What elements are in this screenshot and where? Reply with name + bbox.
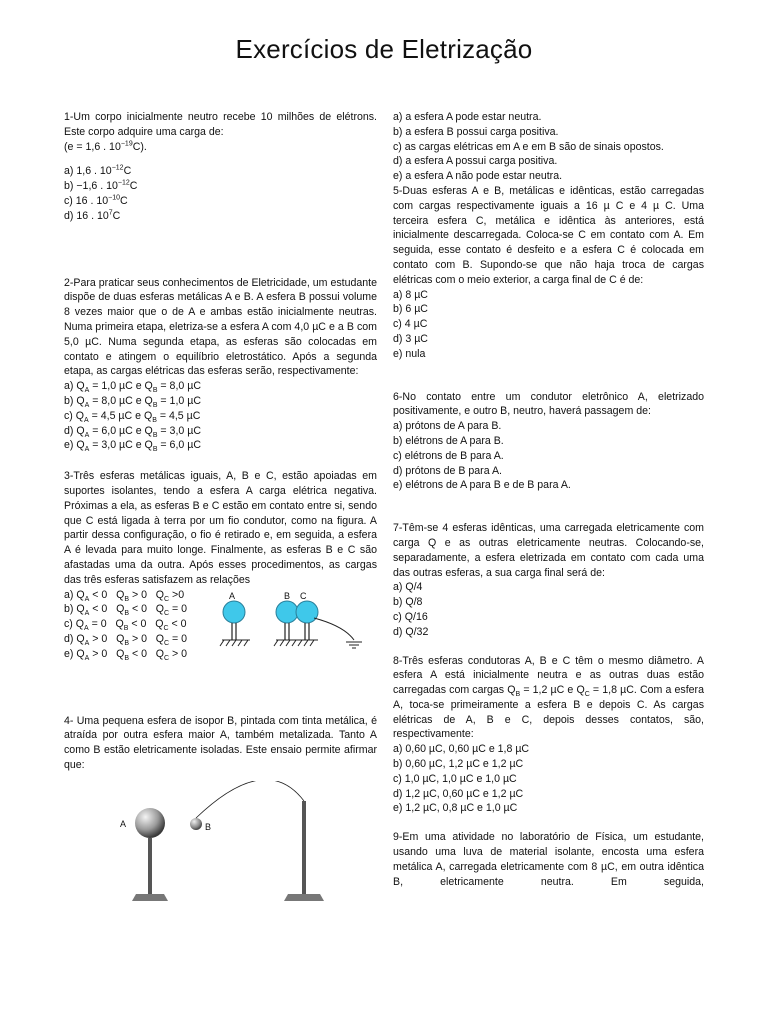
question-6-option-b: b) elétrons de A para B. (393, 434, 504, 447)
question-3-option-d: d) $Q_A > 0$ $Q_B > 0$ $Q_C = 0$ (64, 632, 188, 648)
question-2-text: 2-Para praticar seus conhecimentos de Eletricidade, um estudante dispõe de duas esferas metálicas A e B. A esfera B possui volume 8 vezes maior que o de A e ambas estão inicialmente neutras. Numa primeira etapa, eletriza-se a esfera A com 4,0 µC e a B com 5,0 µC. Numa segunda etapa, as esferas são colocadas em contato e atingem o equilíbrio eletrostático. Após a segunda etapa, as cargas elétricas das esferas serão, respectivamente: (64, 276, 377, 378)
figure-label-a: A (120, 818, 127, 829)
question-5-option-a: a) 8 µC (393, 288, 428, 301)
question-2-option-a: a) $Q_A = 1,0$ µC e $Q_B = 8,0$ µC (64, 380, 201, 395)
question-4-option-d: d) a esfera A possui carga positiva. (393, 155, 558, 168)
question-5-option-b: b) 6 µC (393, 303, 428, 316)
question-6-text: 6-No contato entre um condutor eletrônico A, eletrizado positivamente, e outro B, neutro, haverá passagem de: (393, 390, 704, 418)
question-8-option-e: e) 1,2 µC, 0,8 µC e 1,0 µC (393, 802, 518, 815)
question-6-option-d: d) prótons de B para A. (393, 464, 502, 477)
question-5 (393, 184, 704, 362)
question-4-options (393, 110, 704, 184)
question-8 (393, 654, 704, 817)
question-4-option-c: c) as cargas elétricas em A e em B são de sinais opostos. (393, 140, 664, 153)
question-3-option-c: c) $Q_A = 0$ $Q_B < 0$ $Q_C < 0$ (64, 618, 187, 633)
question-3 (64, 469, 377, 661)
question-5-option-d: d) 3 µC (393, 332, 428, 345)
question-4-option-b: b) a esfera B possui carga positiva. (393, 125, 559, 138)
sphere-a-stand-icon (148, 838, 152, 894)
question-7-text: 7-Têm-se 4 esferas idênticas, uma carregada eletricamente com carga Q e as outras eletricamente neutras. Colocando-se, separadamente, a esfera eletrizada em contato com cada uma das outras esferas, a sua carga final será de: (393, 522, 704, 579)
question-7-option-b: b) Q/8 (393, 596, 423, 609)
figure-label-b: B (284, 590, 291, 601)
question-8-option-b: b) 0,60 µC, 1,2 µC e 1,2 µC (393, 758, 524, 771)
question-2 (64, 276, 377, 454)
thread-icon (196, 781, 304, 818)
question-7-option-c: c) Q/16 (393, 610, 428, 623)
question-1-option-c: c) 16 . $10^{-10}C$ (64, 194, 128, 207)
figure-label-b: B (205, 821, 212, 832)
sphere-a-base-icon (132, 894, 168, 901)
right-column (393, 110, 704, 889)
question-6 (393, 390, 704, 494)
question-2-option-c: c) $Q_A = 4,5$ µC e $Q_B = 4,5$ µC (64, 409, 201, 424)
ground-wire-icon (314, 618, 362, 648)
sphere-b-icon (190, 818, 202, 830)
question-3-option-b: b) $Q_A < 0$ $Q_B < 0$ $Q_C = 0$ (64, 603, 188, 618)
question-3-options-area (64, 588, 377, 662)
question-4-option-e: e) a esfera A não pode estar neutra. (393, 170, 563, 183)
question-9-text: 9-Em uma atividade no laboratório de Física, um estudante, usando uma luva de material isolante, encosta uma esfera metálica A, carregada eletricamente com 8 µC, em outra idêntica B, eletricamente neutra. Em seguida, (393, 831, 704, 888)
question-7-option-a: a) Q/4 (393, 581, 423, 594)
question-2-option-b: b) $Q_A = 8,0$ µC e $Q_B = 1,0$ µC (64, 394, 201, 410)
table-surface-icon (220, 640, 318, 646)
question-8-option-c: c) 1,0 µC, 1,0 µC e 1,0 µC (393, 772, 517, 785)
question-2-option-d: d) $Q_A = 6,0$ µC e $Q_B = 3,0$ µC (64, 424, 201, 439)
question-8-text: 8-Três esferas condutoras A, B e C têm o mesmo diâmetro. A esfera A está inicialmente neutra e as outras duas estão carregadas com cargas $Q_B = 1,2$ µC e $Q_C = 1,8$ µC. Com a esfera A, toca-se primeiramente a esfera B e depois C. As cargas elétricas de A, B e C, depois desses contatos, são, respectivamente: (393, 654, 704, 741)
question-5-option-c: c) 4 µC (393, 318, 428, 331)
question-6-option-e: e) elétrons de A para B e de B para A. (393, 479, 571, 492)
question-7-option-d: d) Q/32 (393, 625, 429, 638)
question-6-option-c: c) elétrons de B para A. (393, 449, 504, 462)
question-4-text: 4- Uma pequena esfera de isopor B, pintada com tinta metálica, é atraída por outra esfera maior A, também metalizada. Tanto A como B estão eletricamente isoladas. Este ensaio permite afirmar que: (64, 714, 377, 771)
question-1-option-d: d) 16 . $10^7C$ (64, 209, 121, 222)
question-3-option-e: e) $Q_A > 0$ $Q_B < 0$ $Q_C > 0$ (64, 647, 188, 662)
support-base-icon (284, 894, 324, 901)
question-1-option-a: a) 1,6 . $10^{-12}C$ (64, 164, 132, 178)
question-5-option-e: e) nula (393, 347, 426, 360)
question-9 (393, 830, 704, 889)
question-1 (64, 110, 377, 224)
figure-label-c: C (300, 590, 307, 601)
attraction-figure (116, 781, 326, 911)
sphere-a-icon (223, 601, 245, 623)
question-6-option-a: a) prótons de A para B. (393, 420, 502, 433)
question-1-option-b: b) −1,6 . $10^{-12}C$ (64, 179, 138, 193)
insulating-supports-icon (232, 623, 309, 640)
sphere-c-icon (296, 601, 318, 623)
question-8-option-d: d) 1,2 µC, 0,60 µC e 1,2 µC (393, 787, 524, 800)
question-8-option-a: a) 0,60 µC, 0,60 µC e 1,8 µC (393, 743, 530, 756)
question-4 (64, 714, 377, 911)
question-7 (393, 521, 704, 639)
question-5-text: 5-Duas esferas A e B, metálicas e idênticas, estão carregadas com cargas respectivamente iguais a 16 µ C e 4 µ C. Uma terceira esfera C, metálica e idêntica às anteriores, está inicialmente descarregada. Coloca-se C em contato com A. Em seguida, esse contato é desfeito e a esfera C é colocada em contato com B. Supondo-se que não haja troca de cargas elétricas com o meio exterior, a carga final de C é de: (393, 184, 704, 286)
sphere-a-icon (135, 808, 165, 838)
question-1-text: 1-Um corpo inicialmente neutro recebe 10 milhões de elétrons. Este corpo adquire uma carga de: (64, 111, 377, 138)
sphere-b-icon (276, 601, 298, 623)
support-pole-icon (302, 801, 306, 894)
left-column (64, 110, 377, 911)
three-spheres-figure (214, 590, 384, 660)
figure-label-a: A (229, 590, 236, 601)
page-title: Exercícios de Eletrização (235, 34, 533, 64)
question-1-constant: (e = 1,6 . $10^{-19}C$). (64, 140, 147, 153)
question-2-option-e: e) $Q_A = 3,0$ µC e $Q_B = 6,0$ µC (64, 439, 201, 454)
question-3-text: 3-Três esferas metálicas iguais, A, B e C, estão apoiadas em suportes isolantes, tendo a esfera A carga elétrica negativa. Próximas a ela, as esferas B e C estão em contato entre si, sendo que C está ligada à terra por um fio condutor, como na figura. A partir dessa configuração, o fio é retirado e, em seguida, a esfera A é levada para muito longe. Finalmente, as esferas B e C são afastadas uma da outra. Após esses procedimentos, as cargas das três esferas satisfazem as relações (64, 470, 377, 586)
question-3-option-a: a) $Q_A < 0$ $Q_B > 0$ $Q_C >0$ (64, 588, 185, 603)
question-4-option-a: a) a esfera A pode estar neutra. (393, 111, 542, 123)
